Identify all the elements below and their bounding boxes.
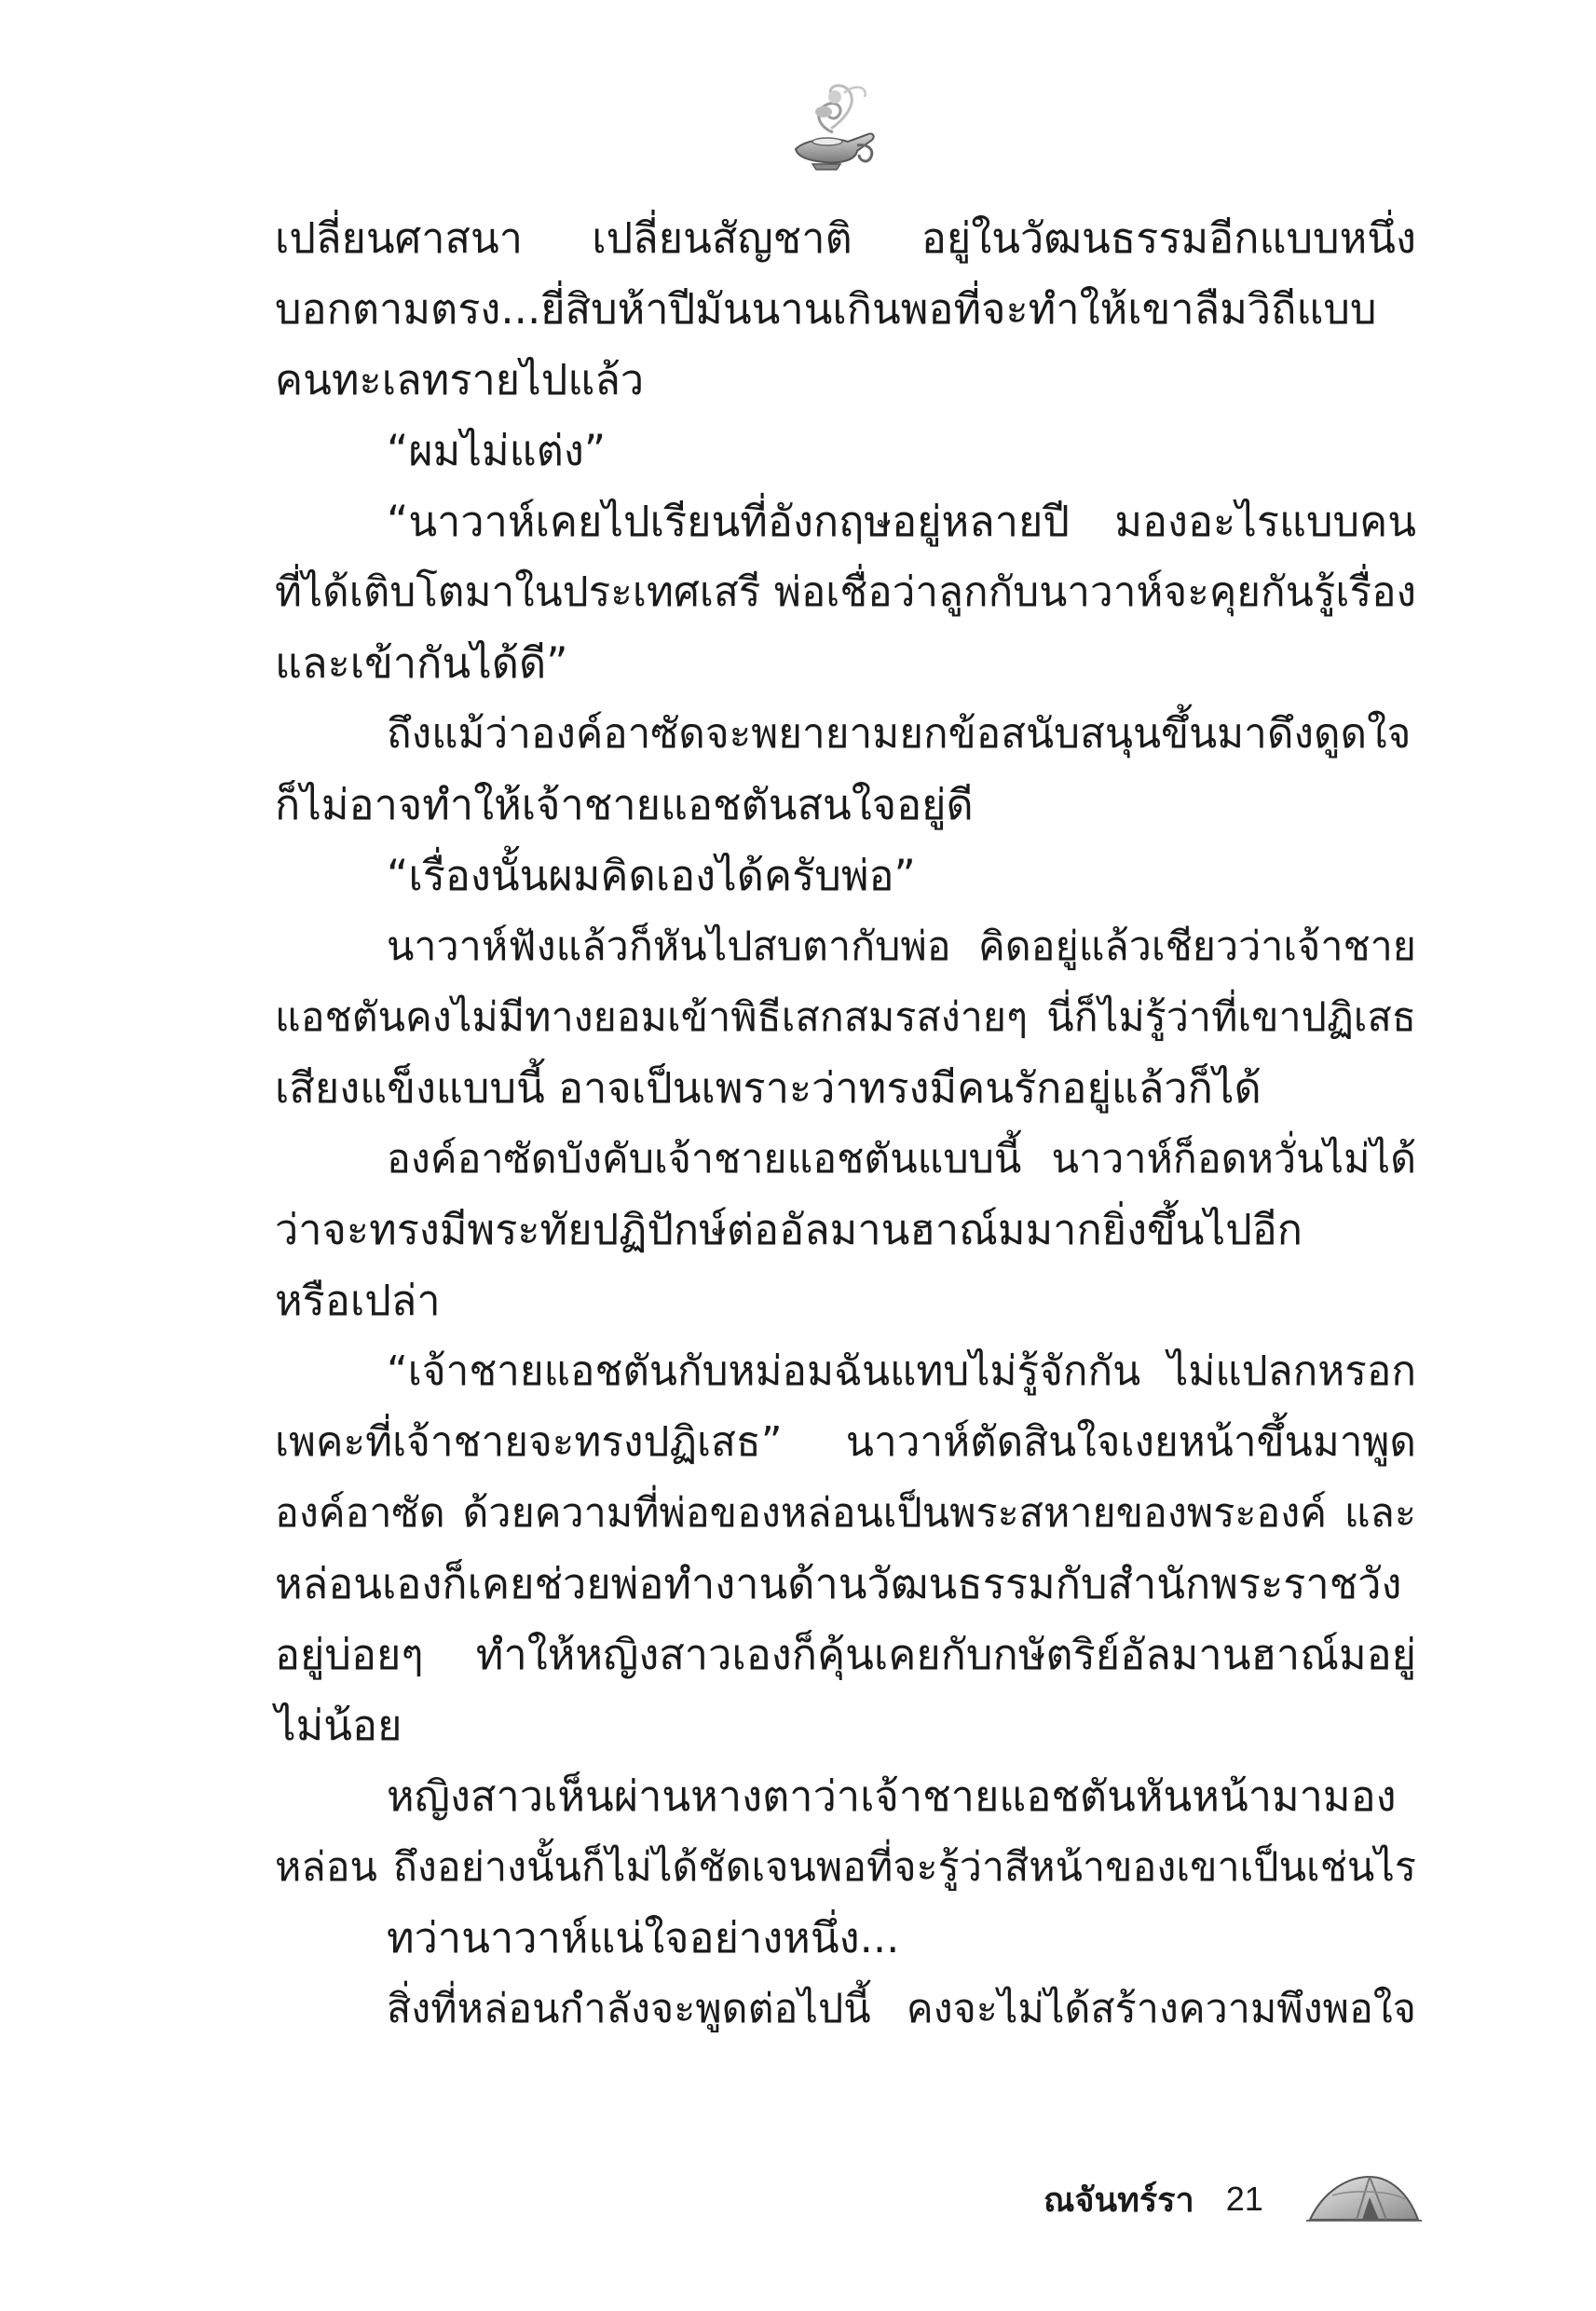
text-line: ทว่านาวาห์แน่ใจอย่างหนึ่ง... — [387, 1913, 900, 1962]
text-line: หล่อน ถึงอย่างนั้นก็ไม่ได้ชัดเจนพอที่จะรู้ว่าสีหน้าของเขาเป็นเช่นไร — [275, 1844, 1416, 1891]
body-text — [275, 203, 1416, 2044]
text-line: คนทะเลทรายไปแล้ว — [275, 355, 645, 404]
page-footer — [1044, 2171, 1424, 2227]
text-line: ไม่น้อย — [275, 1701, 402, 1750]
text-line: องค์อาซัด ด้วยความที่พ่อของหล่อนเป็นพระสหายของพระองค์ และ — [275, 1490, 1416, 1537]
text-line: ที่ได้เติบโตมาในประเทศเสรี พ่อเชื่อว่าลูกกับนาวาห์จะคุยกันรู้เรื่อง — [275, 568, 1416, 616]
text-line: หล่อนเองก็เคยช่วยพ่อทำงานด้านวัฒนธรรมกับสำนักพระราชวัง — [275, 1559, 1402, 1608]
genie-lamp-icon — [779, 75, 891, 177]
text-line: เปลี่ยนศาสนา เปลี่ยนสัญชาติ อยู่ในวัฒนธรรมอีกแบบหนึ่ง — [275, 213, 1416, 263]
text-line: ถึงแม้ว่าองค์อาซัดจะพยายามยกข้อสนับสนุนขึ้นมาดึงดูดใจ — [387, 710, 1412, 758]
tent-icon — [1304, 2171, 1424, 2227]
text-line: แอชตันคงไม่มีทางยอมเข้าพิธีเสกสมรสง่ายๆ นี่ก็ไม่รู้ว่าที่เขาปฏิเสธ — [275, 994, 1416, 1041]
text-line: “ผมไม่แต่ง” — [387, 426, 607, 475]
text-line: สิ่งที่หล่อนกำลังจะพูดต่อไปนี้ คงจะไม่ได้สร้างความพึงพอใจ — [387, 1986, 1416, 2032]
text-line: ว่าจะทรงมีพระทัยปฏิปักษ์ต่ออัลมานฮาณ์มมากยิ่งขึ้นไปอีก — [275, 1205, 1303, 1254]
text-line: องค์อาซัดบังคับเจ้าชายแอชตันแบบนี้ นาวาห์ก็อดหวั่นไม่ได้ — [387, 1136, 1416, 1183]
text-line: อยู่บ่อยๆ ทำให้หญิงสาวเองก็คุ้นเคยกับกษัตริย์อัลมานฮาณ์มอยู่ — [275, 1630, 1416, 1679]
text-line: หรือเปล่า — [275, 1276, 441, 1325]
text-line: “เรื่องนั้นผมคิดเองได้ครับพ่อ” — [387, 851, 916, 900]
text-line: นาวาห์ฟังแล้วก็หันไปสบตากับพ่อ คิดอยู่แล้วเชียวว่าเจ้าชาย — [387, 923, 1416, 970]
text-line: บอกตามตรง...ยี่สิบห้าปีมันนานเกินพอที่จะทำให้เขาลืมวิถีแบบ — [275, 284, 1377, 334]
page-number: 21 — [1225, 2180, 1263, 2218]
text-line: เสียงแข็งแบบนี้ อาจเป็นเพราะว่าทรงมีคนรักอยู่แล้วก็ได้ — [275, 1063, 1262, 1113]
text-line: เพคะที่เจ้าชายจะทรงปฏิเสธ” นาวาห์ตัดสินใจเงยหน้าขึ้นมาพูด — [275, 1418, 1416, 1466]
text-line: “เจ้าชายแอชตันกับหม่อมฉันแทบไม่รู้จักกัน ไม่แปลกหรอก — [387, 1347, 1416, 1395]
text-line: และเข้ากันได้ดี” — [275, 638, 568, 688]
footer-author: ณจันทร์รา — [1044, 2181, 1194, 2220]
text-line: หญิงสาวเห็นผ่านหางตาว่าเจ้าชายแอชตันหันหน้ามามอง — [387, 1771, 1397, 1821]
text-line: “นาวาห์เคยไปเรียนที่อังกฤษอยู่หลายปี มองอะไรแบบคน — [387, 497, 1416, 546]
text-line: ก็ไม่อาจทำให้เจ้าชายแอชตันสนใจอยู่ดี — [275, 780, 974, 829]
